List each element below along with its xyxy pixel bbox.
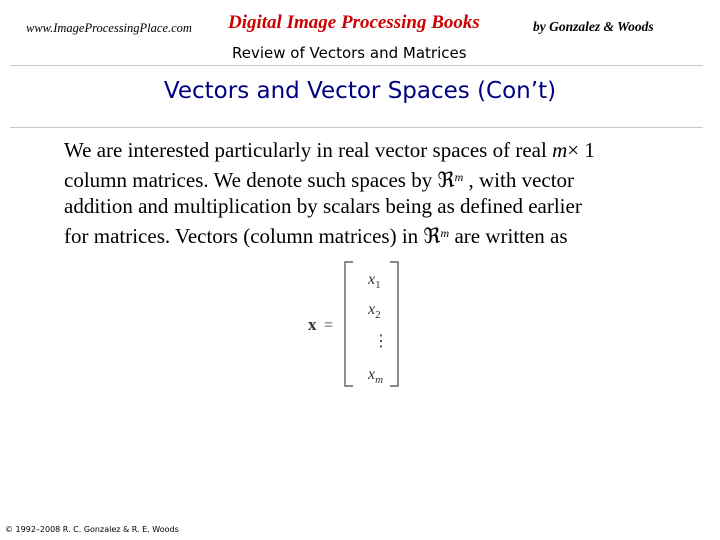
equals-sign: =: [324, 317, 334, 334]
body-line-1: [64, 137, 704, 164]
entry-x1: [367, 271, 381, 291]
text-run: × 1: [567, 138, 595, 162]
real-space-symbol: ℜ: [437, 167, 455, 192]
site-url: www.ImageProcessingPlace.com: [26, 21, 192, 35]
section-title: Review of Vectors and Matrices: [232, 44, 467, 62]
text-run: We are interested particularly in real vector spaces of real: [64, 138, 553, 162]
body-paragraph: [64, 137, 704, 249]
entry-var: x: [368, 301, 376, 318]
column-vector-equation: [300, 258, 410, 390]
math-m: m: [552, 138, 568, 162]
math-superscript-m: m: [454, 169, 464, 184]
entry-sub: 1: [375, 279, 381, 291]
entry-xm: [367, 366, 383, 386]
entry-sub: m: [375, 374, 384, 386]
text-run: column matrices. We denote such spaces by: [64, 167, 438, 192]
top-divider: [10, 65, 703, 66]
left-bracket: [345, 262, 353, 386]
math-superscript-m: m: [440, 225, 450, 240]
real-space-symbol: ℜ: [423, 223, 441, 248]
entry-sub: 2: [375, 309, 381, 321]
title-divider: [10, 127, 703, 128]
slide-title: Vectors and Vector Spaces (Con’t): [163, 78, 557, 104]
body-line-2: [64, 164, 704, 194]
text-run: , with vector: [463, 167, 575, 192]
entry-x2: [367, 301, 381, 321]
body-line-4: [64, 220, 704, 250]
entry-var: x: [368, 271, 376, 288]
vertical-ellipsis: ⋮: [373, 333, 389, 350]
authors: by Gonzalez & Woods: [533, 19, 654, 34]
book-title: Digital Image Processing Books: [228, 12, 480, 33]
text-run: are written as: [449, 223, 568, 248]
body-line-3: addition and multiplication by scalars being as defined earlier: [64, 194, 582, 218]
copyright-notice: © 1992–2008 R. C. Gonzalez & R. E. Woods: [5, 525, 179, 534]
vector-x: x: [308, 315, 317, 334]
text-run: for matrices. Vectors (column matrices) in: [64, 223, 424, 248]
entry-var: x: [368, 366, 376, 383]
right-bracket: [390, 262, 398, 386]
